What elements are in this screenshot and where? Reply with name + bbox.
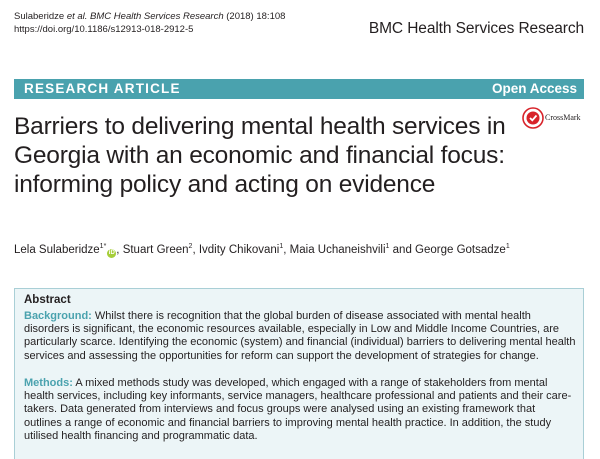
author-affiliation: 1	[385, 243, 390, 251]
author-affiliation: 1*	[99, 243, 107, 251]
author-name[interactable]: Ivdity Chikovani	[198, 244, 280, 256]
open-access-label: Open Access	[491, 81, 577, 96]
author-name[interactable]: Lela Sulaberidze	[14, 244, 100, 256]
abstract-methods	[24, 377, 576, 443]
methods-text: A mixed methods study was developed, which engaged with a range of stakeholders from mental health services, including key informants, service managers, healthcare professional and patients and their care-takers. Data generated from interviews and focus groups were analysed using an existing framework that outlines a range of economic and financial barriers to improving mental health practice. In addition, the study utilised health financing and programmatic data.	[24, 377, 572, 442]
abstract-box	[14, 288, 584, 459]
article-type-label: RESEARCH ARTICLE	[24, 81, 181, 96]
orcid-icon[interactable]: iD	[108, 250, 115, 256]
crossmark-icon	[522, 107, 544, 129]
citation-year-volume: (2018) 18:108	[223, 11, 286, 22]
article-type-banner	[14, 79, 584, 99]
background-text: Whilst there is recognition that the global burden of disease associated with mental health disorders is significant, the economic resources available, especially in Low and Middle Income Countries, are particularly scarce. Identifying the economic (system) and financial (individual) barriers to delivering mental health services and assessing the opportunities for reform can support the development of strategies for change.	[24, 310, 576, 362]
citation-line	[14, 10, 285, 23]
author-list	[14, 244, 510, 258]
author-name[interactable]: Maia Uchaneishvili	[289, 244, 386, 256]
author-name[interactable]: George Gotsadze	[415, 244, 506, 256]
author-separator: ,	[283, 244, 290, 256]
author-affiliation: 1	[505, 243, 510, 251]
abstract-heading: Abstract	[24, 294, 71, 306]
methods-label: Methods:	[24, 377, 73, 389]
abstract-background	[24, 310, 576, 363]
crossmark-label: CrossMark	[545, 113, 581, 122]
crossmark-button[interactable]	[522, 107, 582, 133]
doi-link[interactable]: https://doi.org/10.1186/s12913-018-2912-5	[14, 24, 194, 35]
author-separator: and	[389, 244, 416, 256]
citation-block	[14, 10, 285, 36]
author-affiliation: 1	[279, 243, 284, 251]
author-separator: ,	[192, 244, 199, 256]
author-separator: ,	[116, 244, 123, 256]
citation-journal: et al. BMC Health Services Research	[66, 11, 224, 22]
journal-name: BMC Health Services Research	[368, 20, 584, 37]
author-name[interactable]: Stuart Green	[122, 244, 189, 256]
article-title: Barriers to delivering mental health services in Georgia with an economic and financial focus: informing policy and acting on evidence	[14, 113, 506, 198]
author-affiliation: 2	[188, 243, 193, 251]
citation-authors: Sulaberidze	[14, 11, 67, 22]
background-label: Background:	[24, 310, 92, 322]
